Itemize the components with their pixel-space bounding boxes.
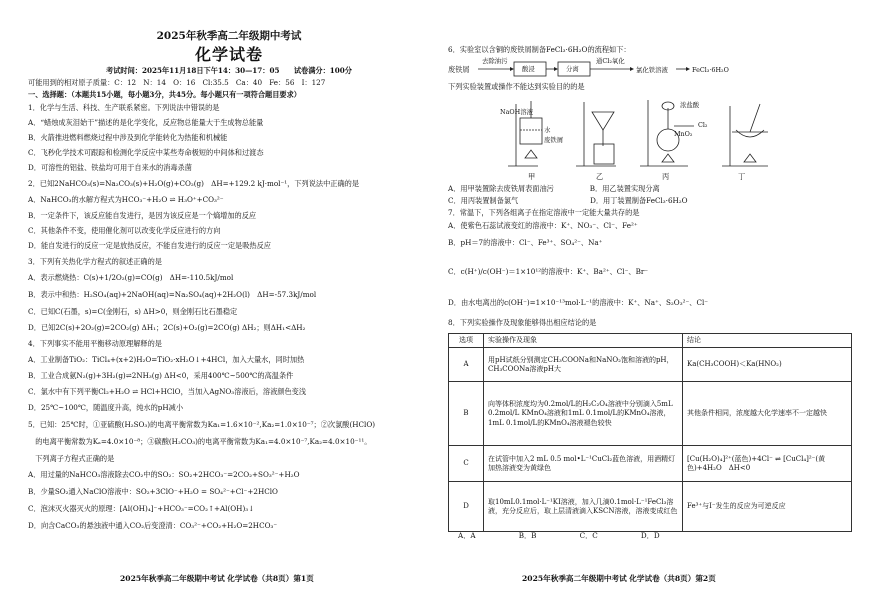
question-line: 下列实验装置或操作不能达到实验目的的是	[448, 82, 585, 91]
question-line: B．火箭推进燃料燃烧过程中涉及到化学能转化为热能和机械能	[28, 133, 228, 142]
question-line: B．少量SO₂通入NaClO溶液中：SO₂+3ClO⁻+H₂O = SO₄²⁻+Cl⁻+2HClO	[28, 487, 278, 496]
page-footer: 2025年秋季高二年级期中考试 化学试卷（共8页）第1页	[120, 574, 314, 583]
question-line: 7．常温下，下列各组离子在指定溶液中一定能大量共存的是	[448, 208, 640, 217]
table-row	[449, 482, 852, 532]
label-naoh: NaOH溶液	[500, 108, 533, 116]
atomic-mass: 可能用到的相对原子质量：C：12 N：14 O：16 Cl:35.5 Ca：40 Fe：56 I：127	[28, 78, 326, 87]
table-row	[449, 348, 852, 382]
question-line: D．可溶性的铝盐、铁盐均可用于自来水的消毒杀菌	[28, 163, 192, 172]
question-line: A．工业制备TiO₂：TiCl₄+(x+2)H₂O=TiO₂·xH₂O↓+4HCl，加入大量水，同时加热	[28, 355, 305, 364]
question-line: C．飞秒化学技术可跟踪和检测化学反应中某些寿命极短的中间体和过渡态	[28, 148, 264, 157]
row-option: A	[449, 348, 484, 382]
question-line: C．c(H⁺)/c(OH⁻)＝1×10¹²的溶液中：K⁺、Ba²⁺、Cl⁻、Br⁻	[448, 267, 649, 276]
row-option: B	[449, 382, 484, 446]
header-conclusion: 结论	[683, 334, 852, 348]
header-operation: 实验操作及现象	[484, 334, 683, 348]
table-header	[449, 334, 852, 348]
question-line: C．泡沫灭火器灭火的原理：[Al(OH)₄]⁻+HCO₃⁻=CO₂↑+Al(OH)₃↓	[28, 504, 255, 513]
page-footer: 2025年秋季高二年级期中考试 化学试卷（共8页）第2页	[522, 574, 716, 583]
row-option: C	[449, 446, 484, 482]
question-line: 8．下列实验操作及现象能够得出相应结论的是	[448, 318, 597, 327]
row-option: D	[449, 482, 484, 532]
table-row	[449, 446, 852, 482]
question-line: B．工业合成氨N₂(g)+3H₂(g)⇌2NH₃(g) ΔH<0，采用400℃~500℃的高温条件	[28, 371, 294, 380]
label-hcl: 浓盐酸	[680, 101, 700, 109]
question-line: A．用甲装置除去废铁屑表面油污 B．用乙装置实现分离	[448, 184, 660, 193]
question-line: D．向含CaCO₃的悬浊液中通入CO₂后变澄清：CO₃²⁻+CO₂+H₂O=2HCO₃⁻	[28, 521, 278, 530]
question-line: A．“蜡烛成灰泪始干”描述的是化学变化，反应物总能量大于生成物总能量	[28, 118, 264, 127]
question-line: C．氯水中有下列平衡Cl₂+H₂O ⇌ HCl+HClO，当加入AgNO₃溶液后，溶液颜色变浅	[28, 387, 307, 396]
question-line: 5．已知：25℃时，①亚硫酸(H₂SO₃)的电离平衡常数为Ka₁=1.6×10⁻²,Ka₂=1.0×10⁻⁷；②次氯酸(HClO)	[28, 420, 376, 429]
caption-ding: 丁	[738, 172, 746, 181]
question-line: C．其他条件不变，使用催化剂可以改变化学反应进行的方向	[28, 226, 221, 235]
answer-choices: A．A B．B C．C D．D	[458, 531, 660, 540]
subject-title: 化学试卷	[194, 45, 263, 64]
question-line: A．表示燃烧热：C(s)+1/2O₂(g)=CO(g) ΔH=-110.5kJ/mol	[28, 273, 234, 282]
flow-step-label: 去除油污	[482, 57, 508, 65]
question-line: 6．实验室以含铜的废铁屑制备FeCl₃·6H₂O的流程如下：	[448, 45, 631, 54]
section-heading: 一、选择题：（本题共15小题，每小题3分，共45分。每小题只有一项符合题目要求）	[28, 90, 301, 99]
experiment-table	[448, 333, 852, 532]
label-cl2: Cl₂	[698, 121, 708, 129]
flow-box-separate: 分离	[566, 65, 579, 73]
header-option: 选项	[449, 334, 484, 348]
question-line: 1．化学与生活、科技、生产联系紧密。下列说法中错误的是	[28, 103, 220, 112]
question-line: D．由水电离出的c(OH⁻)=1×10⁻¹³mol·L⁻¹的溶液中：K⁺、Na⁺、S₂O₃²⁻、Cl⁻	[448, 298, 709, 307]
question-line: D．已知2C(s)+2O₂(g)=2CO₂(g) ΔH₁；2C(s)+O₂(g)=2CO(g) ΔH₂；则ΔH₁<ΔH₂	[28, 323, 306, 332]
row-operation: 在试管中加入2 mL 0.5 mol•L⁻¹CuCl₂蓝色溶液，用酒精灯加热溶液变为黄绿色	[484, 446, 683, 482]
process-flow	[448, 58, 860, 80]
question-line: B．pH＝7的溶液中：Cl⁻、Fe³⁺、SO₄²⁻、Na⁺	[448, 238, 603, 247]
question-line: B．表示中和热：H₂SO₄(aq)+2NaOH(aq)=Na₂SO₄(aq)+2H₂O(l) ΔH=-57.3kJ/mol	[28, 290, 317, 299]
question-line: 4．下列事实不能用平衡移动原理解释的是	[28, 339, 162, 348]
row-conclusion: Ka(CH₃COOH)＜Ka(HNO₂)	[683, 348, 852, 382]
exam-info: 考试时间：2025年11月18日下午14：30—17：05 试卷满分：100分	[106, 66, 352, 75]
label-scrap: 废铁屑	[544, 136, 564, 144]
caption-bing: 丙	[662, 172, 670, 181]
row-conclusion: [Cu(H₂O)₄]²⁺(蓝色)+4Cl⁻ ⇌ [CuCl₄]²⁻(黄色)+4H₂O ΔH<0	[683, 446, 852, 482]
row-conclusion: 其他条件相同，浓度越大化学速率不一定越快	[683, 382, 852, 446]
question-line: 2．已知2NaHCO₃(s)=Na₂CO₃(s)+H₂O(g)+CO₂(g) ΔH=+129.2 kJ·mol⁻¹，下列说法中正确的是	[28, 179, 360, 188]
row-operation: 用pH试纸分别测定CH₃COONa和NaNO₂饱和溶液的pH，CH₃COONa溶液pH大	[484, 348, 683, 382]
flow-box-acid: 酸浸	[522, 65, 535, 73]
flow-start: 废铁屑	[448, 65, 470, 74]
label-mno2: MnO₂	[674, 130, 693, 138]
question-line: A．用过量的NaHCO₃溶液除去CO₂中的SO₂：SO₂+2HCO₃⁻=2CO₂+SO₃²⁻+H₂O	[28, 470, 300, 479]
row-operation: 向等体积浓度均为0.2mol/L的H₂C₂O₄溶液中分别滴入5mL 0.2mol/L KMnO₄溶液和1mL 0.1mol/L的KMnO₄溶液，1mL 0.1mol/L的KMnO₄溶液褪色较快	[484, 382, 683, 446]
question-line: D．25℃~100℃，随温度升高，纯水的pH减小	[28, 403, 184, 412]
question-line: B．一定条件下，该反应能自发进行，是因为该反应是一个熵增加的反应	[28, 211, 257, 220]
question-line: 的电离平衡常数为Kₐ=4.0×10⁻⁸；③碳酸(H₂CO₃)的电离平衡常数为Ka₁=4.0×10⁻⁷,Ka₂=4.0×10⁻¹¹。	[28, 437, 372, 446]
flow-end: FeCl₃·6H₂O	[692, 66, 729, 74]
row-conclusion: Fe³⁺与I⁻发生的反应为可逆反应	[683, 482, 852, 532]
exam-title: 2025年秋季高二年级期中考试	[156, 30, 302, 42]
question-line: C．用丙装置制备氯气 D．用丁装置制备FeCl₃·6H₂O	[448, 196, 688, 205]
question-line: A．使紫色石蕊试液变红的溶液中：K⁺、NO₃⁻、Cl⁻、Fe²⁺	[448, 221, 638, 230]
caption-jia: 甲	[528, 172, 536, 181]
table-row	[449, 382, 852, 446]
question-line: A．NaHCO₃的水解方程式为HCO₃⁻+H₂O ⇌ H₃O⁺+CO₃²⁻	[28, 195, 224, 204]
apparatus-figure	[498, 96, 798, 174]
question-line: C．已知C(石墨，s)=C(金刚石，s) ΔH>0，则金刚石比石墨稳定	[28, 307, 238, 316]
question-line: 3．下列有关热化学方程式的叙述正确的是	[28, 257, 162, 266]
row-operation: 取10mL0.1mol·L⁻¹KI溶液，加入几滴0.1mol·L⁻¹FeCl₃溶液，充分反应后，取上层清液滴入KSCN溶液，溶液变成红色	[484, 482, 683, 532]
flow-mid: 氯化铁溶液	[636, 66, 668, 74]
flow-step-label: 通Cl₂氧化	[596, 57, 625, 65]
question-line: D．能自发进行的反应一定是放热反应，不能自发进行的反应一定是吸热反应	[28, 241, 271, 250]
question-line: 下列离子方程式正确的是	[28, 454, 115, 463]
label-water: 水	[544, 126, 551, 134]
caption-yi: 乙	[596, 172, 604, 181]
